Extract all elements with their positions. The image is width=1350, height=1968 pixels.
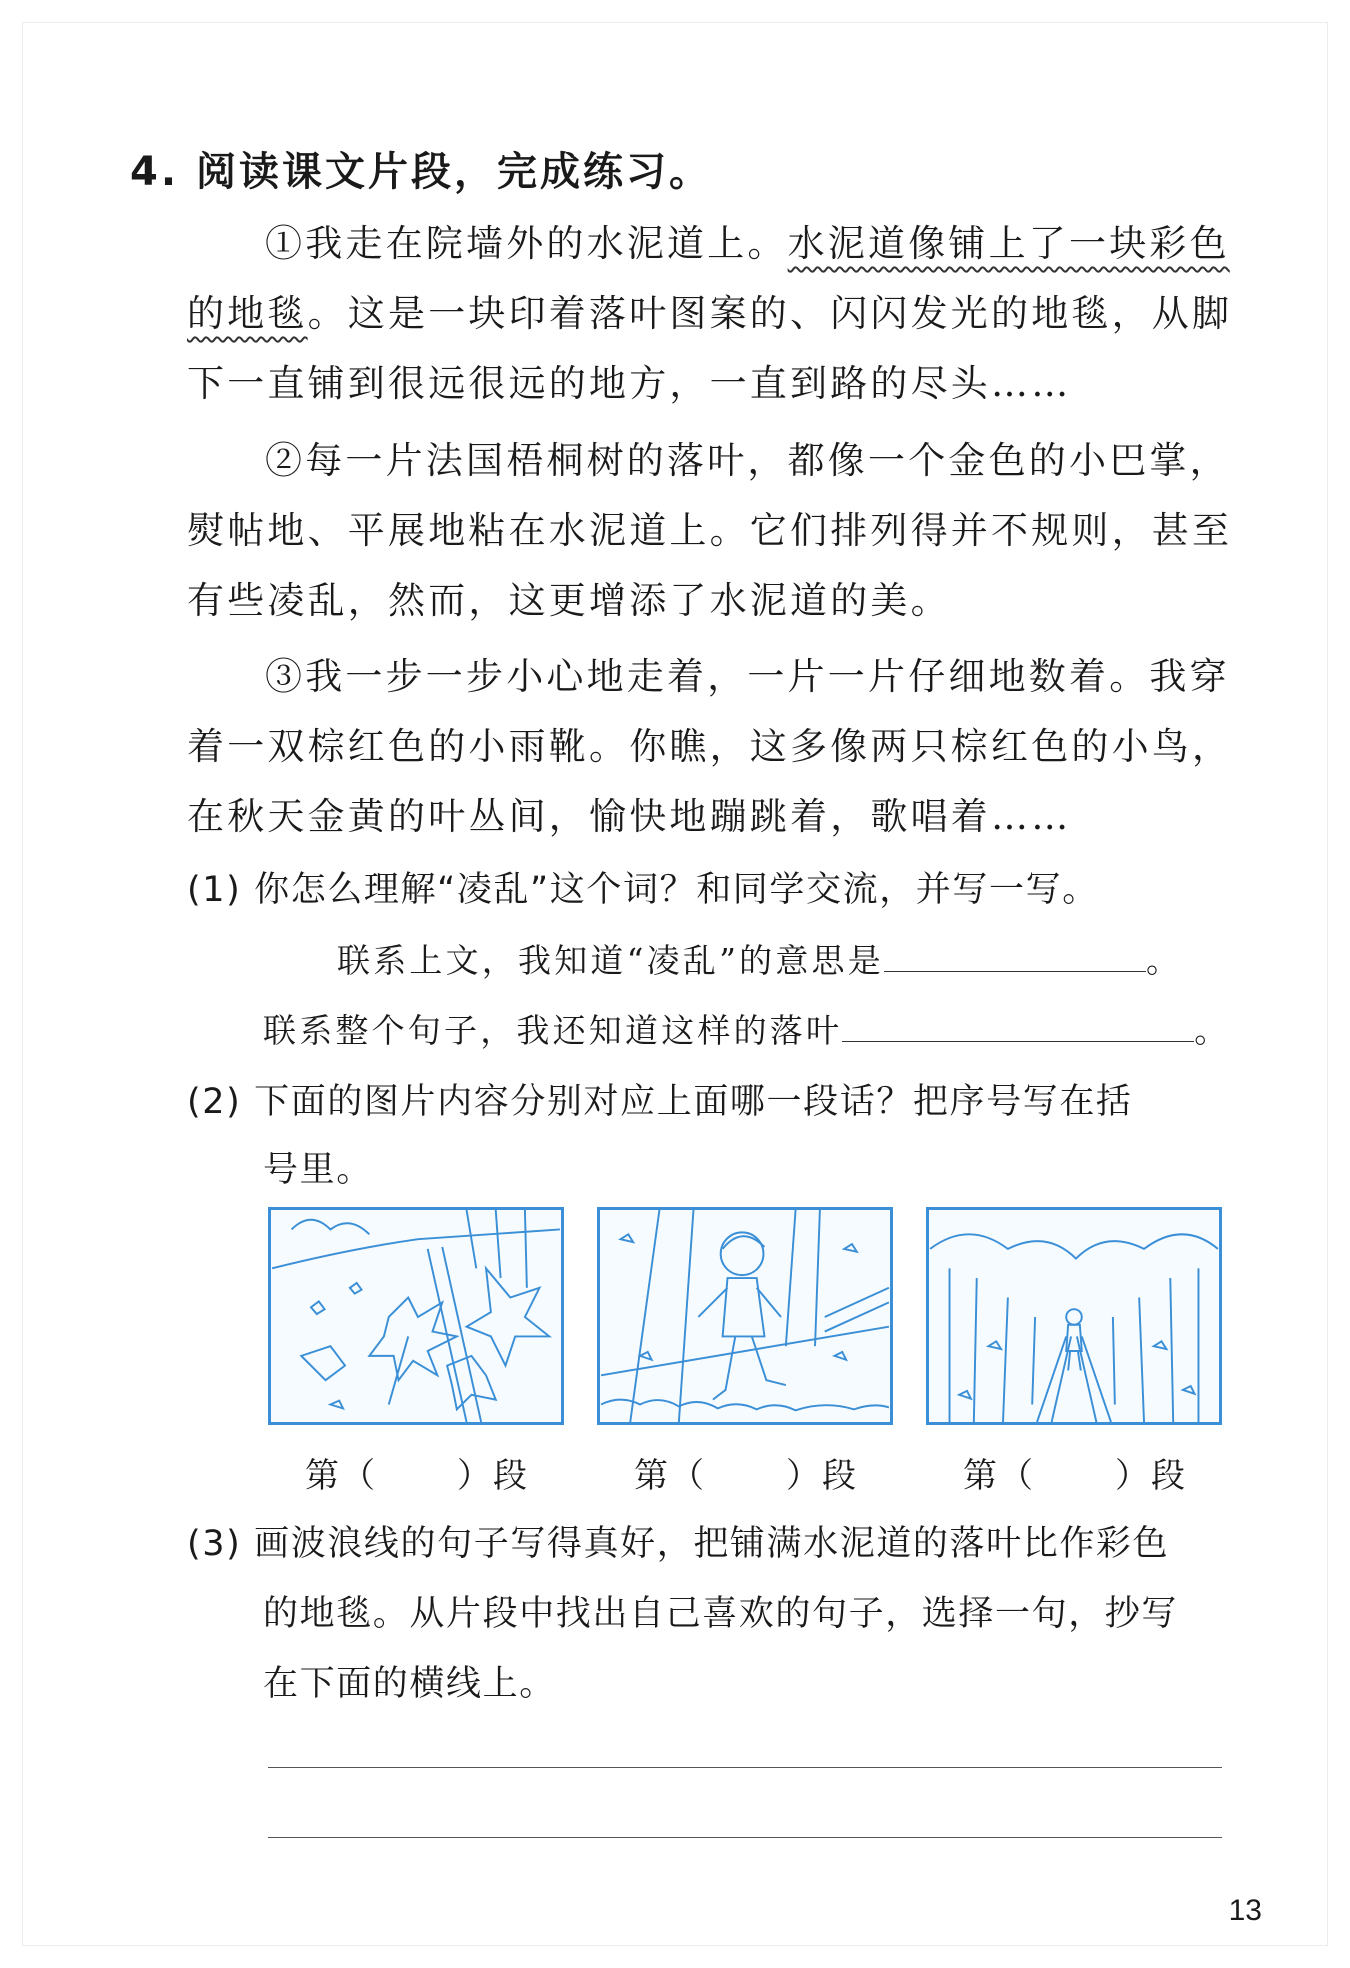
seg3-suffix: ）段 (1115, 1456, 1187, 1496)
picture-maple-leaves (268, 1207, 564, 1425)
picture-tree-lined-road (926, 1207, 1222, 1425)
picture-1-answer (305, 1448, 529, 1497)
q1-fill1-blank[interactable] (884, 941, 1146, 972)
question-2 (187, 1074, 1133, 1124)
picture-boy-walking (597, 1207, 893, 1425)
maple-leaf-closeup-illustration (271, 1210, 561, 1422)
seg2-prefix: 第（ (634, 1456, 706, 1496)
q1-fill-row-2 (263, 1005, 1230, 1052)
question-1 (187, 862, 1099, 912)
q1-fill2-suffix: 。 (1194, 1011, 1231, 1050)
seg2-suffix: ）段 (786, 1456, 858, 1496)
boy-walking-illustration (600, 1210, 890, 1422)
seg3-prefix: 第（ (963, 1456, 1035, 1496)
question-1-number: (1) (187, 870, 242, 910)
question-3-text-line3: 在下面的横线上。 (263, 1664, 556, 1704)
para3-line2: 着一双棕红色的小雨靴。你瞧，这多像两只棕红色的小鸟， (187, 725, 1233, 768)
para2-line3: 有些凌乱，然而，这更增添了水泥道的美。 (187, 579, 951, 622)
wavy-sentence-part1: 水泥道像铺上了一块彩色 (787, 222, 1230, 265)
para3-line1: ③我一步一步小心地走着，一片一片仔细地数着。我穿 (265, 655, 1230, 698)
q1-fill-row-1 (337, 935, 1182, 982)
question-3-number: (3) (187, 1524, 242, 1564)
para2-line2: 熨帖地、平展地粘在水泥道上。它们排列得并不规则，甚至 (187, 509, 1233, 552)
q1-fill1-prefix: 联系上文，我知道“凌乱”的意思是 (337, 941, 884, 980)
q1-fill2-blank[interactable] (842, 1011, 1194, 1042)
question-3-text-line1: 画波浪线的句子写得真好，把铺满水泥道的落叶比作彩色 (254, 1524, 1170, 1564)
exercise-title: 4. 阅读课文片段，完成练习。 (130, 149, 712, 195)
tree-lined-road-illustration (929, 1210, 1219, 1422)
para1-line1 (265, 213, 1230, 267)
para1-line3: 下一直铺到很远很远的地方，一直到路的尽头…… (187, 362, 1072, 405)
picture-2-answer (634, 1448, 858, 1497)
question-3-text-line2: 的地毯。从片段中找出自己喜欢的句子，选择一句，抄写 (263, 1594, 1179, 1634)
answer-line-2[interactable] (268, 1837, 1222, 1838)
seg1-suffix: ）段 (457, 1456, 529, 1496)
page-number: 13 (1228, 1894, 1262, 1927)
picture-3-answer (963, 1448, 1187, 1497)
seg1-prefix: 第（ (305, 1456, 377, 1496)
question-1-text: 你怎么理解“凌乱”这个词？和同学交流，并写一写。 (254, 870, 1099, 910)
question-2-text-line1: 下面的图片内容分别对应上面哪一段话？把序号写在括 (254, 1082, 1133, 1122)
question-3 (187, 1516, 1169, 1566)
wavy-sentence-part2: 的地毯 (187, 292, 308, 335)
para2-line1: ②每一片法国梧桐树的落叶，都像一个金色的小巴掌， (265, 439, 1230, 482)
para1-line2-plain: 。这是一块印着落叶图案的、闪闪发光的地毯，从脚 (307, 292, 1233, 335)
answer-line-1[interactable] (268, 1767, 1222, 1768)
para1-line1-plain: ①我走在院墙外的水泥道上。 (265, 222, 788, 265)
q1-fill1-suffix: 。 (1145, 941, 1183, 980)
question-2-number: (2) (187, 1082, 242, 1122)
q1-fill2-prefix: 联系整个句子，我还知道这样的落叶 (263, 1011, 843, 1050)
question-2-text-line2: 号里。 (263, 1150, 373, 1190)
para1-line2 (187, 283, 1232, 337)
para3-line3: 在秋天金黄的叶丛间，愉快地蹦跳着，歌唱着…… (187, 795, 1072, 838)
